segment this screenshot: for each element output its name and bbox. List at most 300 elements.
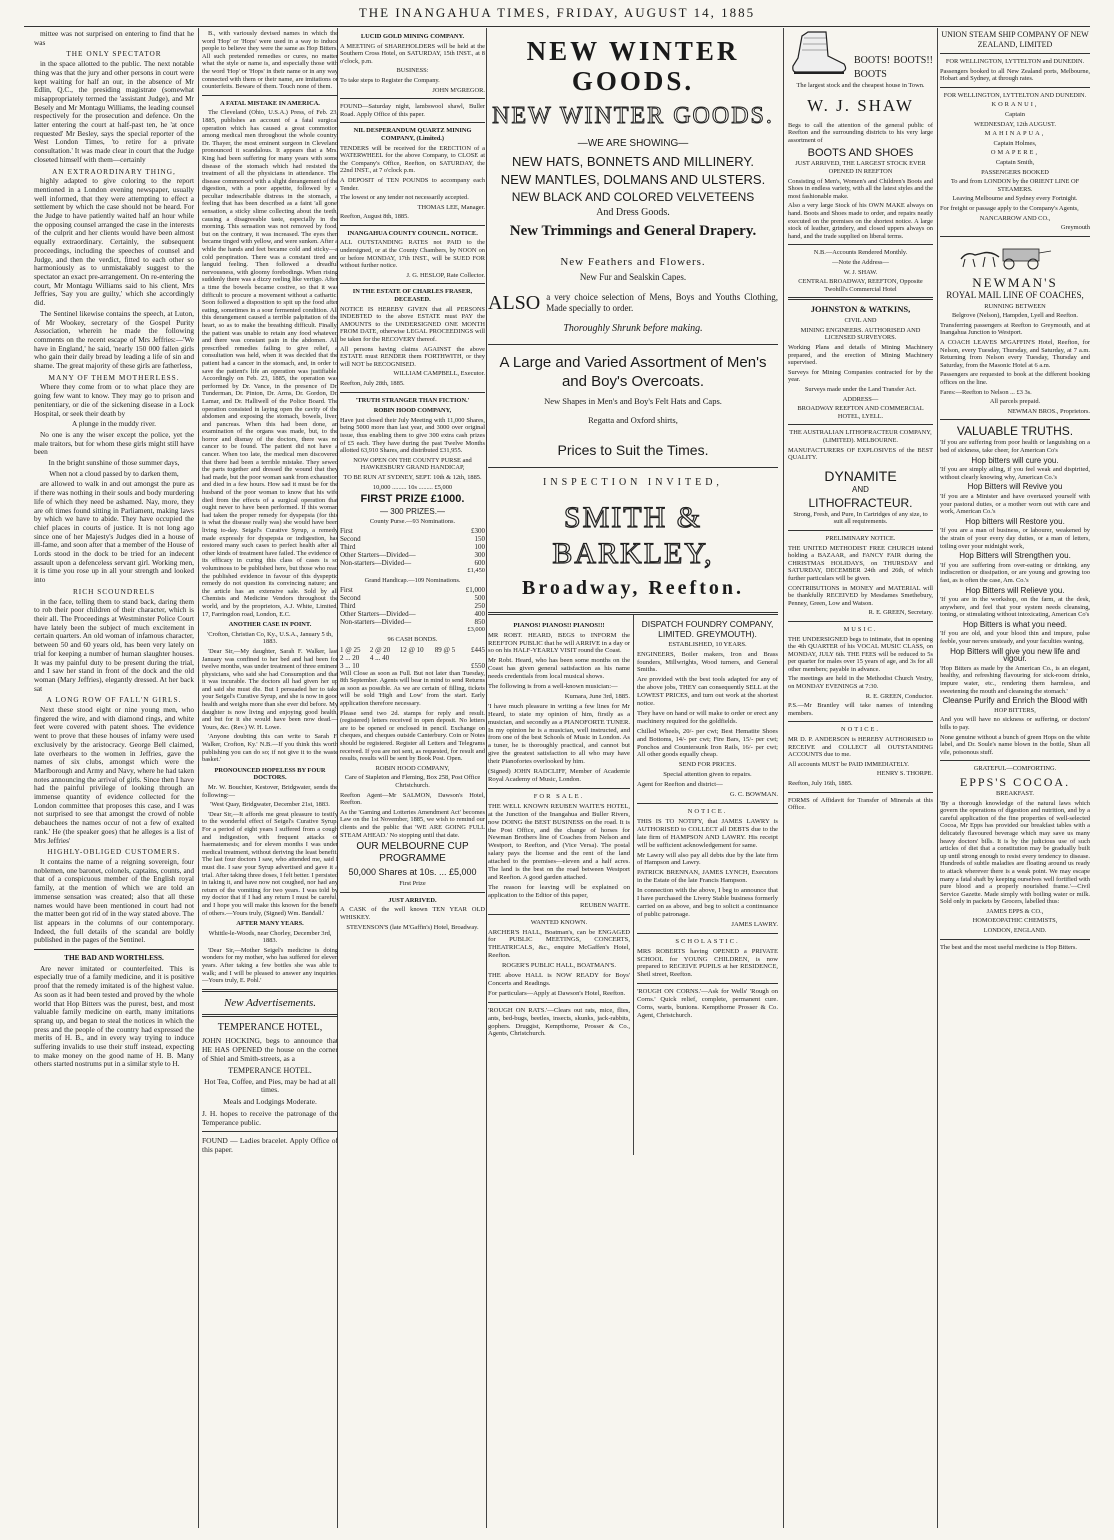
bonds-table — [340, 646, 485, 670]
ad-text: Surveys for Mining Companies contracted for by the year. — [788, 368, 933, 384]
divider — [788, 424, 933, 425]
first-prize: FIRST PRIZE £1000. — [360, 493, 465, 506]
hop-line: Hop Bitters is what you need. — [962, 619, 1068, 629]
ad-date: Reefton, July 16th, 1885. — [788, 780, 853, 787]
ad-text: The reason for leaving will be explained on application to the Editor of this paper, — [488, 883, 630, 899]
prize-label: Other Starters—Divided— — [340, 551, 416, 560]
prize-label: Non-starters—Divided— — [340, 559, 412, 568]
signature: R. E. GREEN, Secretary. — [868, 609, 933, 617]
signature: PATRICK BRENNAN, JAMES LYNCH, Executors in the Estate of the late Francis Hampson. — [637, 869, 778, 885]
shrunk-line: Thoroughly Shrunk before making. — [563, 322, 703, 334]
article-text: The Sentinel likewise contains the speech, at Luton, of Mr Wookey, secretary of the Gospel Purity Association, wherein he made the following comments on the recent escape of Mrs Jeffries:—'We have in England,' he said, 'nearly 150 000 fallen girls who gain their daily bread by leading a life of sin and shame. The great majority of these girls are fatherless, — [34, 308, 194, 371]
divider — [340, 98, 485, 99]
subheading: A LONG ROW OF FALL'N GIRLS. — [46, 695, 182, 705]
divider — [637, 983, 778, 984]
signature: HENRY S. THORPE. — [876, 770, 933, 778]
ad-heading: IN THE ESTATE OF CHARLES FRASER, DECEASED. — [352, 288, 473, 304]
bond-cell: 12 @ 10 — [399, 645, 424, 654]
ad-text: NOW OPEN ON THE COUNTY PURSE and HAWKESBURY GRAND HANDICAP, — [353, 456, 472, 472]
ship-name: MAHINAPUA, — [984, 130, 1046, 138]
hats-line: NEW HATS, BONNETS AND MILLINERY. — [512, 153, 754, 169]
signature: ROBIN HOOD COMPANY, — [375, 764, 450, 772]
bond-cell — [435, 662, 465, 670]
ad-text: Will Close as soon as Full. But not later than Tuesday, 8th September. Agents will bear in mind to send Returns as soon as possible. As we are certain of filling, tickets will be sold 'High and Low' from the start. Early application therefore necessary. — [340, 669, 485, 708]
pianos-column — [488, 619, 630, 1041]
prize-value: 850 — [474, 618, 485, 627]
prize-value: 300 — [474, 551, 485, 560]
poem-line: A plunge in the muddy river. — [72, 419, 156, 429]
velveteens-line: NEW BLACK AND COLORED VELVETEENS — [511, 189, 755, 204]
also-word: ALSO — [488, 291, 541, 314]
ad-heading: MUSIC. — [843, 625, 878, 633]
ad-text: JUST ARRIVED, THE LARGEST STOCK EVER OPENED IN REEFTON — [795, 160, 926, 175]
signature: JOHN M'GREGOR. — [432, 86, 485, 94]
prize-row — [340, 602, 485, 610]
ad-text: All persons having claims AGAINST the above ESTATE must RENDER them FORTHWITH, or they will NOT be RECOGNISED. — [340, 345, 485, 368]
ad-text: SEND FOR PRICES. — [678, 761, 737, 769]
letter-location: Whittle-le-Woods, near Chorley, December 3rd, 1883. — [208, 929, 332, 945]
firm-address: Broadway, Reefton. — [522, 576, 744, 599]
bonds-row — [340, 646, 485, 654]
ad-text: THIS IS TO NOTIFY, that JAMES LAWRY is AUTHORISED to COLLECT all DEBTS due to the late firm of HAMPSON AND LAWRY. His receipt will be sufficient acknowledgement for same. — [637, 817, 778, 849]
signature: (Signed) JOHN RADCLIFF, Member of Academie Royal Academy of Music, London. — [488, 768, 630, 784]
ad-text: FOR WELLINGTON, LYTTELTON and DUNEDIN. — [945, 58, 1085, 65]
ad-heading: INANGAHUA COUNTY COUNCIL. NOTICE. — [347, 229, 478, 237]
divider — [488, 467, 778, 468]
bond-cell: 2 @ 20 — [369, 645, 391, 654]
column-2 — [202, 30, 338, 1530]
signature: WILLIAM CAMPBELL, Executor. — [393, 370, 485, 378]
ad-text: N.B.—Accounts Rendered Monthly. — [813, 249, 908, 257]
ad-text: Reefton Agent—Mr SALMON, Dawson's Hotel, Reefton. — [340, 791, 485, 807]
ad-text: TO BE RUN AT SYDNEY, SEPT. 10th & 12th, 1885. — [343, 473, 482, 481]
ad-text: 10,000 ......... 10s ......... £5,000 — [372, 483, 453, 491]
poem-line: In the bright sunshine of those summer days, — [48, 458, 180, 468]
ad-text: RUNNING BETWEEN — [984, 302, 1046, 310]
ad-text: The lowest or any tender not necessarily accepted. — [340, 194, 469, 202]
newman-title: NEWMAN'S — [972, 274, 1058, 290]
ad-heading: TEMPERANCE HOTEL, — [217, 1021, 323, 1033]
ad-text: The meetings are held in the Methodist Church Vestry, on MONDAY EVENINGS at 7:30. — [788, 675, 933, 691]
divider — [788, 621, 933, 622]
ad-heading: SCHOLASTIC. — [675, 937, 740, 945]
melbourne-cup: OUR MELBOURNE CUP PROGRAMME — [356, 841, 469, 865]
ad-text: P.S.—Mr Brantley will take names of intending members. — [788, 702, 933, 717]
signature: THOMAS LEE, Manager. — [417, 203, 485, 211]
ad-heading: NOTICE. — [687, 808, 728, 816]
subheading: HIGHLY-OBLIGED CUSTOMERS. — [47, 847, 181, 857]
ad-text: 96 CASH BONDS. — [387, 636, 438, 644]
ad-text: Begs to call the attention of the general public of Reefton and the surrounding districts to his very large assortment of — [788, 121, 933, 144]
ad-text: Mr Robt. Heard, who has been some months on the Coast has given general satisfaction as his name needs credentials from local musical shows. — [488, 657, 630, 681]
prize-row — [340, 543, 485, 551]
ad-text: 'ROUGH ON RATS.'—Clears out rats, mice, flies, ants, bed-bugs, beetles, insects, skunks, jack-rabbits, gophers. Druggist, Kempthorne, Prosser & Co., Agents, Christchurch. — [488, 1006, 630, 1038]
column-rule — [486, 28, 487, 1528]
article-text: Where they come from or to what place they are going few want to know. They may go to prison and penitentiary, or die of the sickening disease in a Lock Hospital, or seek their death by — [34, 382, 194, 418]
lithofracteur: LITHOFRACTEUR. — [808, 495, 913, 510]
ad-text: A CASK of the well known TEN YEAR OLD WHISKEY. — [340, 906, 485, 921]
signature: REUBEN WAITE. — [579, 901, 630, 909]
overcoats-line: A Large and Varied Assortment of Men's and Boy's Overcoats. — [499, 353, 767, 390]
prize-table — [340, 527, 485, 567]
ad-text: Leaving Melbourne and Sydney every Fortnight. — [952, 195, 1078, 203]
column-rule — [783, 28, 784, 1528]
bond-cell: 3 ... 10 — [340, 661, 360, 670]
ad-text: The largest stock and the cheapest house in Town. — [796, 82, 925, 89]
boots-shoes: BOOTS AND SHOES — [807, 147, 914, 160]
divider — [340, 225, 485, 226]
ad-text: Passengers are requested to book at the different booking offices on the line. — [940, 371, 1090, 387]
divider — [940, 419, 1090, 420]
hop-line: Hop bitters will Restore you. — [965, 516, 1065, 526]
bond-cell — [400, 662, 435, 670]
mantles-line: NEW MANTLES, DOLMANS AND ULSTERS. — [500, 171, 766, 187]
ad-text: MR ROBT. HEARD, BEGS to INFORM the REEFTON PUBLIC that he will ARRIVE in a day or so on his HALF-YEARLY VISIT round the Coast. — [488, 631, 630, 655]
ad-heading: JUST ARRIVED. — [388, 896, 437, 904]
ad-text: NANCARROW AND CO., — [979, 214, 1051, 222]
ad-text: — 300 PRIZES.— — [380, 507, 445, 517]
ad-text: 'If you are in the workshop, on the farm, at the desk, anywhere, and feel that your system needs cleansing, toning, or stimulating without intoxicating, American Co's — [940, 596, 1090, 619]
ad-text: A COACH LEAVES M'GAFFIN'S Hotel, Reefton, for Nelson, every Tuesday, Thursday, and Saturday, at 7 a.m. Returning from Nelson every Tuesday, Thursday and Saturday, from the Masonic Hotel at 6 a.m. — [940, 339, 1090, 369]
boot-illustration-icon — [788, 30, 848, 76]
ad-text: Have just closed their July Meeting with 11,000 Shares, being 5000 more than last year, and 3000 over original issue, thus enabling them to give 300 extra cash prizes of £5 each. They have during the past Twelve Months allotted 63,910 Shares, and distributed £31,955. — [340, 416, 485, 455]
article-text: No one is any the wiser except the police, yet the male traitors, but for whom these girls might still have been — [34, 429, 194, 457]
prize-label: Non-starters—Divided— — [340, 618, 412, 627]
bottom-ads — [488, 615, 778, 1160]
divider — [202, 989, 338, 992]
divider — [788, 297, 933, 300]
ad-text: W. J. SHAW. — [843, 268, 878, 276]
foundry-column — [637, 619, 778, 1022]
and-word: AND — [852, 484, 869, 494]
trimmings-line: New Trimmings and General Drapery. — [509, 222, 757, 239]
ad-text: TEMPERANCE HOTEL. — [228, 1065, 312, 1075]
ad-date: Reefton, August 8th, 1885. — [340, 213, 409, 221]
ad-text: ADDRESS— — [842, 395, 879, 403]
masthead: THE INANGAHUA TIMES, FRIDAY, AUGUST 14, 1885 — [358, 5, 756, 20]
ad-text: Consisting of Men's, Women's and Children's Boots and Shoes in endless variety, with all the latest styles and the most fashionable make. — [788, 177, 933, 200]
ad-text: 'ROUGH ON CORNS.'—Ask for Wells' 'Rough on Corns.' Quick relief, complete, permanent cure. Corns, warts, bunions. Kempthorne Prosser & Co. Agent, Christchurch. — [637, 988, 778, 1019]
ad-heading: UNION STEAM SHIP COMPANY OF NEW ZEALAND, LIMITED — [941, 30, 1089, 49]
letter-location: 'Crofton, Christian Co, Ky., U.S.A., January 5 th, 1883. — [207, 630, 333, 646]
ad-text: CENTRAL BROADWAY, REEFTON, Opposite Twohill's Commercial Hotel — [798, 278, 923, 293]
divider — [940, 87, 1090, 88]
article-text: B., with variously devised names in which the word 'Hop' or 'Hops' were used in a way to induce people to believe they were the same as Hop Bitters. All such pretended remedies or cures, no matter what the style or name is, and especially those with the word 'Hop' or 'Hops' in their name or in any way connected with them or their name, are imitations or counterfeits. Beware of them. Touch none of them. — [202, 30, 338, 91]
article-text: 'Dear Sir,—Mother Seigel's medicine is doing wonders for my mother, who has suffered for eleven years. After taking a few bottles she was able to walk; and I will be pleased to answer any inquiries.—Yours truly, E. Pohl.' — [202, 946, 338, 985]
divider — [340, 122, 485, 123]
subheading: MANY OF THEM MOTHERLESS. — [48, 372, 180, 382]
ad-text: FORMS of Affidavit for Transfer of Minerals at this Office. — [788, 796, 933, 812]
signature: R. E. GREEN, Conductor. — [865, 692, 933, 700]
showing: —WE ARE SHOWING— — [577, 138, 689, 149]
article-text: The Cleveland (Ohio, U.S.A.) Press, of Feb. 23, 1885, publishes an account of a fatal surgical operation which has caused a great commotion among medical men throughout the whole country. Dr. Thayer, the most eminent surgeon in Cleveland pronounced it scandalous. It appears that a Mrs. King had been suffering for many years with some disease of the stomach which had resisted the treatment of all the physicians in attendance. The disease commenced with a slight derangement of the digestion, with a poor appetite, followed by a peculiar indescribable distress in the stomach, a feeling that has been described as a faint 'all gone' sensation, a sticky slime collecting about the teeth, causing a disagreeable taste, especially in the morning. This sensation was not removed by food, but on the contrary, it was increased. The eyes then became tinged with yellow, and were sunken. After a while the hands and feet became cold and sticky—a cold perspiration. There was a constant tired and languid feeling. Then followed a dreadful nervousness, with gloomy forebodings. When rising suddenly there was a dizzy reeling like vertigo. After a time the bowels became costive, so that it was difficult to procure a movement without a cathartic. Soon followed a disposition to spit up the food after eating, sometimes in a sour fermented condition. All this derangement caused a terrible palpitation of the heart, so as to make the breathing difficult. Finally, the patient was unable to retain any food whatever, and there was constant pain in the abdomen. All prescribed remedies failing to give relief, a consultation was held, when it was decided that the patient had a cancer in the stomach, and, in order to save the patient's life an operation was justifiable. Accordingly on Feb. 23, 1885, the operation was performed by Dr. Vance, in the presence of Dr. Tunderman, Dr. Pinton, Dr. Arms, Dr. Gordon, Dr. Lamar, and Dr. Halliwell of the Police Board. The operation consisted in laying open the cavity of the abdomen and exposing the stomach, bowels, liver, and pancreas. When this had been done, an examination of the organs was made, but, to the horror and dismay of the doctors, there was no cancer to be found. The patient did not have a cancer. When too late, the medical men discovered that there had been a terrible mistake. They sewed the parts together and dressed the wound that they had made, but the poor woman sank from exhaustion and died in a few hours. How sad it must be for the husband of the poor woman to know that his wife died from the effects of a surgical operation that ought never to have been performed. If this woman had taken the proper remedy for dyspepsia (for this is what the disease really was) she would have been living to-day. Seigel's Curative Syrup, a remedy made expressly for dyspepsia or indigestion, has restored many such cases to perfect health after all other kinds of treatment have failed. The evidence of its efficacy in curing this class of cases is so voluminous to be published here, but those who read the published evidence in favour of this dyspeptic remedy do not question its convincing nature; and the article has an extensive sale. Sold by all Chemists and Medicine Vendors throughout the world, and by the proprietors, A.J. White, Limited, 17, Farringdon road, London, E.C. — [202, 109, 338, 618]
ad-text: Greymouth — [1060, 224, 1090, 232]
prize-total: £1,450 — [467, 567, 485, 575]
divider — [940, 53, 1090, 54]
ad-text: NOTICE IS HEREBY GIVEN that all PERSONS INDEBTED to the above ESTATE must PAY the AMOUNTS to the UNDERSIGNED ONE MONTH FROM DATE, otherwise LEGAL PROCEEDINGS will be taken for the RECOVERY thereof. — [340, 305, 485, 343]
divider — [940, 939, 1090, 940]
ad-text: THE UNDERSIGNED begs to intimate, that in opening the 4th QUARTER of his VOCAL MUSIC CLASS, on MONDAY, JULY 6th. THE FEES will be reduced to 5s per quarter for males over 15 years of age, and 3s for all other members; payable in advance. — [788, 635, 933, 673]
ad-text: Chilled Wheels, 20/- per cwt; Best Hematite Shoes and Bottoms, 14/- per cwt; Fire Bars, 15/- per cwt; Ponchos and Countersunk Iron Rails, 16/- per cwt; All other goods equally cheap. — [637, 727, 778, 759]
ad-heading: FOR SALE. — [533, 792, 585, 800]
bond-cell: 1 @ 25 — [340, 645, 361, 654]
article-text: Are never imitated or counterfeited. This is especially true of a family medicine, and it is positive proof that the remedy imitated is of the highest value. As soon as it had been tested and proved by the whole world that Hop Bitters was the purest, best, and most valuable family medicine on earth, many imitations sprang up, and began to steal the notices in which the press and the people of the country had expressed the merits of H. B., and in every way trying to induce suffering invalids to use their stuff instead, expecting to make money on the good name of H. B. Many others started nostrums put in a similar style to H. — [34, 963, 194, 1069]
ad-text: In connection with the above, I beg to announce that I have purchased the Livery Stable business formerly carried on as above, and beg to solicit a continuance of public patronage. — [637, 887, 778, 918]
prize-row — [340, 527, 485, 535]
prize-row — [340, 610, 485, 618]
dress-line: And Dress Goods. — [596, 206, 670, 218]
article-text: are allowed to walk in and out amongst the pure as if there was nothing in their souls and body murdering life of which they need be ashamed. Nay, more, they are oft times found sitting in Parliament, making laws by which we have to abide. They have occupied the chief places in courts of justice. It is not long ago since one of her Majesty's Judges died in a house of ill-fame, and soon after that a member of the House of Lords stood in the dock to be tried for an indecent assault upon a defenceless servant girl. Working men, it is time you rose up in all your strength and looked into — [34, 479, 194, 585]
ad-text: All accounts MUST be PAID IMMEDIATELY. — [788, 760, 910, 768]
article-heading: PRONOUNCED HOPELESS BY FOUR DOCTORS. — [214, 766, 326, 782]
subheading: THE ONLY SPECTATOR — [66, 49, 162, 59]
prize-value: 100 — [474, 543, 485, 552]
ad-heading: JOHNSTON & WATKINS, — [810, 304, 911, 315]
ad-text: Care of Stapleton and Fleming, Box 258, Post Office Christchurch. — [344, 774, 481, 789]
ad-text: HOMOEOPATHIC CHEMISTS, — [972, 917, 1058, 925]
ad-text: For particulars—Apply at Dawson's Hotel, Reefton. — [488, 989, 626, 997]
winter-goods-outline: NEW WINTER GOODS. — [492, 103, 774, 129]
ad-text: They have on hand or will make to order or erect any machinery required for the goldfields. — [637, 709, 778, 725]
ad-text: ALL OUTSTANDING RATES not PAID to the undersigned, or at the County Chambers, by NOON on or before MONDAY, 17th INST., will be SUED FOR without further notice. — [340, 239, 485, 270]
firm-name: SMITH & BARKLEY, — [552, 500, 714, 570]
article-text: mittee was not surprised on entering to find that he was — [34, 30, 194, 47]
ad-text: Grand Handicap.—109 Nominations. — [364, 576, 461, 584]
ad-heading: WANTED KNOWN. — [530, 918, 588, 926]
ad-text: Passengers booked to all New Zealand ports, Melbourne, Hobart and Sydney, at through rates. — [940, 67, 1090, 83]
column-1 — [34, 30, 194, 1530]
column-rule — [937, 28, 938, 1528]
ad-text: Captain Smith, — [995, 158, 1035, 166]
ad-text: A DEPOSIT of TEN POUNDS to accompany each Tender. — [340, 176, 485, 192]
bond-cell: 89 @ 5 — [434, 645, 456, 654]
divider — [788, 530, 933, 531]
ad-text: MANUFACTURERS OF EXPLOSIVES of the BEST QUALITY. — [788, 446, 933, 462]
article-heading: A FATAL MISTAKE IN AMERICA. — [220, 99, 320, 107]
poem-line: When not a cloud passed by to darken them, — [49, 468, 179, 478]
ad-text: A MEETING of SHAREHOLDERS will be held at the Southern Cross Hotel, on SATURDAY, 15th INST., at 8 o'clock, p.m. — [340, 42, 485, 65]
ad-heading: DISPATCH FOUNDRY COMPANY, LIMITED. GREYMOUTH). — [641, 618, 774, 639]
ad-text: TENDERS will be received for the ERECTION of a WATERWHEEL for the above Company, to CLOSE at the Company's Office, Reefton, on SATURDAY, the 22nd INST., at 7 o'clock p.m. — [340, 144, 485, 175]
hop-line: Hop Bitters will Relieve you. — [965, 585, 1065, 595]
also-text: a very choice selection of Mens, Boys and Youths Clothing, Made specially to order. — [546, 291, 778, 313]
column-3 — [340, 30, 485, 1530]
inspection-line: INSPECTION INVITED, — [543, 476, 723, 488]
ad-text: 'By a thorough knowledge of the natural laws which govern the operations of digestion and nutrition, and by a careful application of the fine properties of well-selected Cocoa, Mr Epps has provided our breakfast tables with a delicately flavoured beverage which may save us many heavy doctors' bills. It is by the judicious use of such articles of diet that a constitution may be gradually built up until strong enough to resist every tendency to disease. Hundreds of subtle maladies are floating around us ready to attack wherever there is a weak point. We may escape many a fatal shaft by keeping ourselves well fortified with pure blood and a properly nourished frame.'—Civil Service Gazette. Made simply with boiling water or milk. Sold only in packets by Grocers, labelled thus: — [940, 799, 1090, 906]
article-text: in the space allotted to the public. The next notable thing was that the jury and other persons in court were kept waiting for half an our, in the absence of Mr Edlin, Q.C., the presiding magistrate (somewhat misappropriately termed the 'assistant Judge), and Mr Besely and Mr Montagu Williams, the leading counsel respectively for the prosecution and defence. On the latter entering the court at half-past ten, he 'at once requested' Mr Besley, says the special reporter of the West London Times, 'to retire for a private consultation.' It was made clear in court that the Judge closeted himself with them—certainly — [34, 59, 194, 164]
ad-text: LONDON, ENGLAND. — [983, 927, 1047, 935]
ad-text: FOUND—Saturday night, lambswool shawl, Buller Road. Apply Office of this paper. — [340, 103, 485, 118]
divider — [788, 792, 933, 793]
divider — [637, 933, 778, 934]
winter-goods-title: NEW WINTER GOODS. — [526, 36, 740, 96]
hop-line: Hop Bitters will Strengthen you. — [959, 551, 1071, 561]
masthead-rule — [24, 26, 1090, 27]
boots-header — [788, 30, 933, 82]
prize-label: Second — [340, 535, 361, 544]
ad-text: ENGINEERS, Boiler makers, Iron and Brass founders, Millwrights, Wood turners, and General Smiths. — [637, 650, 778, 674]
prize-label: Third — [340, 543, 356, 552]
divider — [488, 788, 630, 789]
ad-text: Transferring passengers at Reefton to Greymouth, and at Inangahua Junction to Westport. — [940, 321, 1090, 337]
ad-text: As the 'Gaming and Lotteries Amendment Act' becomes Law on the 1st November, 1885, we wish to remind our clients and the public that 'WE ARE GOING FULL STEAM AHEAD.' No stopping until that date. — [340, 808, 485, 839]
regatta-line: Regatta and Oxford shirts, — [588, 414, 678, 425]
bonds-row — [340, 662, 485, 670]
ship-name: KORANUI, — [991, 101, 1039, 109]
ad-text: PASSENGERS BOOKED — [981, 168, 1049, 176]
divider — [940, 760, 1090, 761]
prices-line: Prices to Suit the Times. — [557, 441, 709, 458]
ad-text: Captain Holmes, — [993, 139, 1037, 147]
ad-text: 'If you are a man of business, or labourer, weakened by the strain of your every day duties, or a man of letters, toiling over your midnight work, — [940, 527, 1090, 550]
ad-text: THE UNITED METHODIST FREE CHURCH intend holding a BAZAAR, and FANCY FAIR during the CHRISTMAS HOLIDAYS, on THURSDAY and SATURDAY, DECEMBER 24th and 26th, of which further particulars will be given. — [788, 544, 933, 582]
prize-label: Third — [340, 602, 356, 611]
ad-text: Belgrove (Nelson), Hampden, Lyell and Reefton. — [951, 312, 1078, 320]
bond-cell: 4 ... 40 — [369, 653, 390, 662]
ad-heading: THE AUSTRALIAN LITHOFRACTEUR COMPANY, (LIMITED). MELBOURNE. — [789, 429, 932, 444]
prize-row — [340, 594, 485, 602]
divider — [340, 392, 485, 393]
divider — [340, 892, 485, 893]
ad-text: THE WELL KNOWN REUBEN WAITE'S HOTEL, at the Junction of the Inangahua and Buller Rivers, now DOING the BEST BUSINESS on the road. It is the Post Office, and the change of horses for Newman Brothers line of Coaches from Nelson and Westport, to Reefton, and (Vice Versa). The postal salary pays the license and the rent of the land attached to the premises—eleven and a half acres. The land is the best on the road between Westport and Reefton. A good garden attached. — [488, 802, 630, 881]
valuable-truths: VALUABLE TRUTHS. — [956, 424, 1074, 439]
bond-cell — [465, 654, 485, 662]
epps-title: EPPS'S COCOA. — [959, 774, 1071, 789]
signature: J. G. HESLOP, Rate Collector. — [406, 271, 485, 279]
hop-line: Hop Bitters will give you new life and vigour. — [950, 646, 1080, 664]
ad-text: County Purse.—93 Nominations. — [369, 517, 456, 525]
hop-line: Hop bitters will cure you. — [971, 455, 1059, 465]
ad-text: None genuine without a bunch of green Hops on the white label, and Dr. Soule's name blown in the bottle, Shun all vile, poisonous stuff. — [940, 733, 1090, 756]
article-text: Mr. W. Bouchier, Kestover, Bridgwater, sends the following:— — [202, 784, 338, 799]
ad-heading: ROYAL MAIL LINE OF COACHES, — [946, 289, 1084, 300]
column-5 — [788, 30, 933, 1530]
letter-location: 'West Quay, Bridgwater, December 21st, 1883. — [210, 801, 330, 809]
ad-text: 'Hop Bitters as made by the American Co., is an elegant, healthy, and refreshing flavouring for sick-room drinks, impure water, etc., rendering them harmless, and sweetening the mouth and cleansing the stomach.' — [940, 664, 1090, 695]
ad-text: FOUND — Ladies bracelet. Apply Office of this paper. — [202, 1136, 338, 1155]
shapes-line: New Shapes in Men's and Boy's Felt Hats and Caps. — [544, 395, 722, 406]
hop-line: Cleanse Purify and Enrich the Blood with — [942, 696, 1088, 706]
bond-cell — [435, 654, 465, 662]
ad-text: ESTABLISHED, 10 YEARS. — [668, 640, 747, 648]
ad-text: CONTRIBUTIONS in MONEY and MATERIAL will be thankfully RECEIVED by Mesdames Smethebury, Penney, Green, Low and Watson. — [788, 584, 933, 607]
ad-text: JOHN HOCKING, begs to announce that HE HAS OPENED the house on the corner of Shiel and Smith-streets, as a — [202, 1035, 338, 1063]
signature: G. C. BOWMAN. — [729, 791, 778, 799]
dynamite: DYNAMITE — [824, 467, 897, 484]
ad-text: Are provided with the best tools adapted for any of the above jobs, THEY can consequently SELL at the LOWEST PRICES, and turn out work at the shortest notice. — [637, 676, 778, 708]
ad-text: The best and the most useful medicine is Hop Bitters. — [940, 943, 1078, 951]
ad-text: MINING ENGINEERS. AUTHORISED AND LICENSED SURVEYORS. — [800, 326, 921, 342]
prize-row — [340, 551, 485, 559]
ad-heading: PIANOS! PIANOS!! PIANOS!!! — [513, 621, 605, 629]
article-text: It contains the name of a reigning sovereign, four noblemen, one baronet, colonels, captains, counts, and that of a conspicuous member of the English royal family, at the mention of which we are told an immense sensation was created; also that all these names would have been mentioned in court had not the matter been got rid of in the way stated above. The list appears in the columns of our contemporary. Indeed, the full details of the scandal are boldly published in the pages of the Sentinel. — [34, 856, 194, 945]
signature: STEVENSON'S (late M'Gaffin's) Hotel, Broadway. — [346, 923, 479, 931]
divider — [940, 236, 1090, 237]
ad-text: All parcels prepaid. — [989, 398, 1041, 406]
ad-text: Special attention given to repairs. — [663, 771, 752, 779]
prize-label: First — [340, 586, 353, 595]
ad-heading: NIL DESPERANDUM QUARTZ MINING COMPANY, (Limited.) — [353, 127, 472, 142]
ad-text: HOP BITTERS, — [994, 706, 1036, 714]
ad-text: Please send two 2d. stamps for reply and result. (registered) letters received in open deposit. No letters are to be opened or enclosed in pencil. Exchange on cheques, and cheques outside Canterbury. Coin or Notes should be registered. Register all Letters and Telegrams received. If you are not sent, as requested, for result and results, results will be sent by Book Post. Open. — [340, 709, 485, 763]
ad-text: 'If you are suffering from over-eating or drinking, any indiscretion or dissipation, or are young and growing too fast, as is often the case, Am. Co.'s — [940, 561, 1090, 584]
shaw-name: W. J. SHAW — [807, 95, 914, 115]
article-text: in the face, telling them to stand back, daring them to rob their poor children of their character, which is their all. The Proceedings at Westminster Police Court have lately been the subject of much excitement in certain quarters. An old woman of infamous character, between 50 and 60 years old, has been very lately on trial for keeping a number of human slaughter houses. It was my painful duty to be present during the trial, and I saw her stand in front of the dock and the old woman (Mary Jeffries), elegantly dressed. At her back sat — [34, 596, 194, 693]
prize-table — [340, 586, 485, 626]
article-heading: THE BAD AND WORTHLESS. — [64, 953, 164, 963]
divider — [488, 1002, 630, 1003]
ad-text: CIVIL AND — [844, 317, 877, 325]
ad-text: MRS ROBERTS having OPENED a PRIVATE SCHOOL for YOUNG CHILDREN, is now prepared to RECEIVE PUPILS at her RESIDENCE, Sheil street, Reefton. — [637, 947, 778, 979]
ad-text: Fares:—Reefton to Nelson ... £3 3s. — [940, 388, 1032, 396]
coach-illustration-icon — [955, 241, 1075, 271]
divider — [202, 1014, 338, 1017]
ad-text: 'I have much pleasure in writing a few lines for Mr Heard, to state my opinion of him, firstly as a musician, and secondly as a PIANOFORTE TUNER. In my opinion he is a musician, well instructed, and from one of the best Schools of Music in London. As a tuner, he is thoroughly practical, and cannot but give the greatest satisfaction to all who may have their Pianofortes overlooked by him. — [488, 702, 630, 766]
ad-text: J. H. hopes to receive the patronage of the Temperance public. — [202, 1109, 338, 1128]
prize-value: 500 — [474, 594, 485, 603]
ad-text: To and from LONDON by the ORIENT LINE OF STEAMERS. — [950, 178, 1080, 193]
article-text: Next these stood eight or nine young men, who fingered the wire, and with diamond rings, and white feet were covered with patent shoes. The evidence went to prove that these houses of infamy were used exclusively by the aristocracy. George Bell claimed, late overhears to the women in Jeffries, gave the names of six clubs, amongst which were the Marlborough and Army and Navy, where he had taken notes announcing the arrival of girls. Since then I have had the painful privilege of looking through an immense quantity of evidence collected for the London committee that proposes this case, and I was not surprised to see that amongst the crowd of noble debauchees the names occur of not a few of exalted rank.' He (the speaker goes) that he alleges is a list of Mrs Jeffries' — [34, 705, 194, 845]
ad-text: 'If you are old, and your blood thin and impure, pulse feeble, your nerves unsteady, and your faculties waning, — [940, 630, 1090, 646]
bond-cell: £445 — [471, 645, 485, 654]
signature: JAMES LAWRY. — [731, 920, 778, 928]
ad-text: WEDNESDAY, 12th AUGUST. — [974, 120, 1056, 128]
boots-line: BOOTS! BOOTS!! BOOTS — [854, 55, 933, 80]
prize-value: £1,000 — [465, 586, 485, 595]
article-text: highly adapted to give coloring to the report mentioned in a London evening newspaper, usually well informed, that they were attempting to effect a settlement by which the case should not be heard. For the Judge to have patiently waited half an hour while the opposing counsel arranged the case in the interests of the culprit and her clients would have been almost equally extraordinary. Certainly, the subsequent proceedings, including the speeches of counsel and Judge, and then the verdict, fitted to each other so harmoniously as to unmistakably suggest to the spectator an exact pre-arrangement. On re-entering the court, Mr Montagu Williams said to his client, Mrs Jeffries, 'Say you are guilty,' which she accordingly did. — [34, 176, 194, 308]
subheading: AN EXTRAORDINARY THING, — [52, 166, 176, 176]
divider — [788, 721, 933, 722]
ad-text: Working Plans and details of Mining Machinery prepared, and the erection of Mining Machinery supervised. — [788, 344, 933, 367]
fur-line: New Fur and Sealskin Capes. — [579, 271, 687, 282]
bonds-row — [340, 654, 485, 662]
feathers-line: New Feathers and Flowers. — [560, 255, 706, 268]
ad-text: First Prize — [399, 880, 426, 888]
new-ads-heading: New Advertisements. — [223, 996, 317, 1009]
divider — [488, 344, 778, 345]
ad-text: Hot Tea, Coffee, and Pies, may be had at all times. — [204, 1077, 336, 1095]
ad-text: To take steps to Register the Company. — [340, 76, 440, 84]
divider — [202, 95, 338, 96]
prize-row — [340, 535, 485, 543]
column-rule — [198, 28, 199, 1528]
also-block — [488, 292, 778, 314]
ad-text: 'If you are suffering from poor health or languishing on a bed of sickness, take cheer, for American Co's — [940, 439, 1090, 454]
bond-cell — [370, 662, 400, 670]
ad-text: The following is from a well-known musician:— — [488, 683, 618, 691]
ad-text: GRATEFUL—COMFORTING. — [973, 765, 1057, 773]
ad-text: Also a very large Stock of his OWN MAKE always on hand. Boots and Shoes made to order, and repairs neatly executed on the premises on the shortest notice. A large stock of leather, grindery, and closed uppers always on hand, and the trade supplied on liberal terms. — [788, 202, 933, 240]
divider — [788, 244, 933, 245]
ad-heading: NOTICE. — [840, 726, 881, 734]
article-text: 'Dear Sir,—My daughter, Sarah F. Walker, last January was confined to her bed and had been for twelve months, was under treatment of three eminent physicians, who said she had Consumption and that it was incurable. The doctors all had given her up and said she must die. But I persuaded her to take your Seigel's Curative Syrup, and she is now in good health and weighs more than she ever did before. My daughter is now living and enjoying good health, and but for it she would have been now dead.—Yours, &c. (Rev.) W. H. Lowe. — [202, 647, 338, 731]
hop-line: Hop Bitters will Revive you — [967, 482, 1063, 492]
bond-cell: 2 ... 20 — [340, 653, 360, 662]
ad-heading: 'TRUTH STRANGER THAN FICTION.' — [355, 396, 470, 404]
letter-location: Kumara, June 3rd, 1885. — [564, 692, 630, 700]
ad-text: FOR WELLINGTON, LYTTELTON AND DUNEDIN. — [943, 91, 1087, 99]
ad-text: BREAKFAST. — [996, 789, 1034, 797]
ad-text: THE above HALL is NOW READY for Boys' Concerts and Readings. — [488, 972, 630, 987]
ad-text: Agent for Reefton and district— — [637, 781, 723, 789]
prize-row — [340, 559, 485, 567]
prize-row — [340, 586, 485, 594]
signature: NEWMAN BROS., Proprietors. — [1007, 407, 1090, 415]
ship-name: OMAPERE, — [990, 149, 1040, 157]
prize-row — [340, 618, 485, 626]
prize-label: Other Starters—Divided— — [340, 610, 416, 619]
ad-text: 'If you are simply ailing, if you feel weak and dispirited, without clearly knowing why, American Co.'s — [940, 466, 1090, 481]
